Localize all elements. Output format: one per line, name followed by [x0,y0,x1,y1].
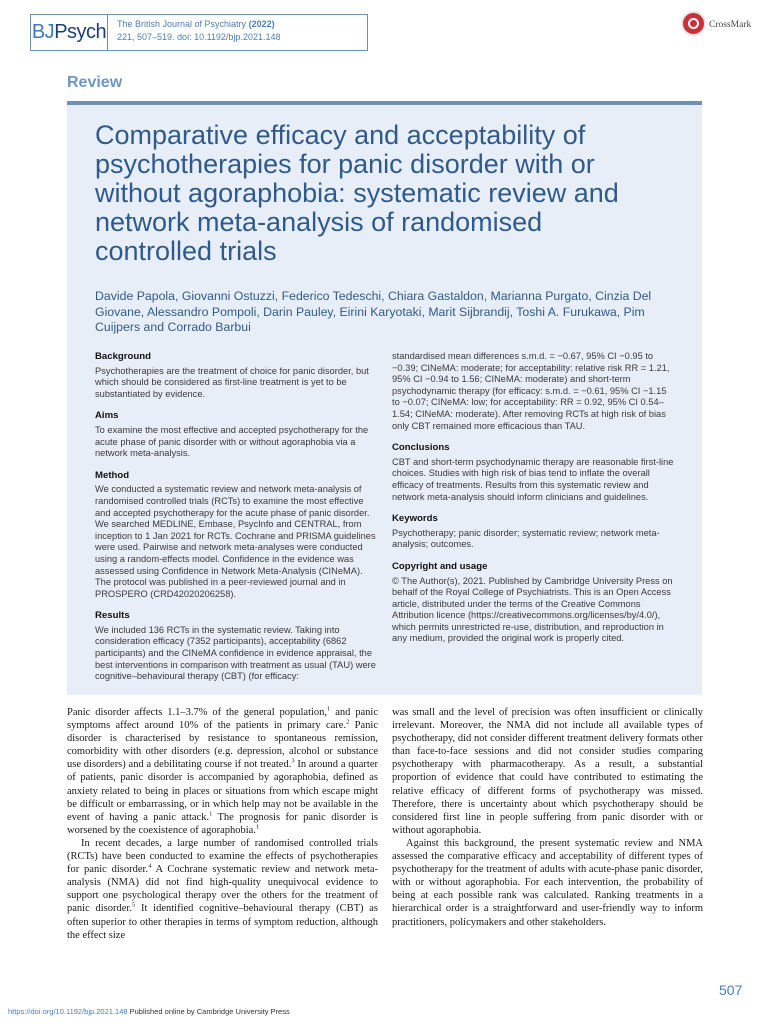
body-text: A Cochrane systematic review and network meta-analysis (NMA) did not find high-quality unequivocal evidence to support one psychological therapy over the others for the treatment of panic disorder. [67,864,379,915]
abstract-background [95,351,378,400]
results-text-continued: standardised mean differences s.m.d. = −0.67, 95% CI −0.95 to −0.39; CINeMA: moderate; for acceptability: relative risk RR = 1.21, 95% CI −0.94 to 1.56; CINeMA: moderate) and short-term psychodynamic therapy (for efficacy: s.m.d. = −0.61, 95% CI −1.15 to −0.07; CINeMA: low; for acceptability: RR = 0.92, 95% CI 0.54–1.54; CINeMA: moderate). After removing RCTs at high risk of bias only CBT remained more efficacious than TAU. [392,351,670,431]
copyright-heading: Copyright and usage [392,560,488,572]
conclusions-heading: Conclusions [392,442,450,454]
abstract-results [95,610,378,683]
citation-ref[interactable]: 1 [255,823,260,831]
body-left-column [67,706,378,942]
citation-ref[interactable]: 2 [346,718,350,726]
doi-link[interactable]: https://doi.org/10.1192/bjp.2021.148 [8,1007,128,1016]
logo-prefix: BJ [31,21,55,43]
method-text: We conducted a systematic review and network meta-analysis of randomised controlled trials (RCTs) to examine the most effective and accepted psychotherapy for the acute phase of panic disorder. We searched MEDLINE, Embase, PsycInfo and CENTRAL, from inception to 1 Jan 2021 for RCTs. Cochrane and PRISMA guidelines were used. Pairwise and network meta-analyses were conducted using a random-effects model. Confidence in the evidence was assessed using Confidence in Network Meta-Analysis (CINeMA). The protocol was published in a peer-reviewed journal and in PROSPERO (CRD42020206258). [95,484,376,599]
body-text: It identified cognitive–behavioural therapy (CBT) as often superior to other therapies in terms of symptom reduction, although the effect size [67,903,378,941]
citation-ref[interactable]: 1 [209,810,213,818]
abstract-method [95,470,378,601]
body-paragraph [67,837,378,942]
body-paragraph: Against this background, the present systematic review and NMA assessed the comparative efficacy and acceptability of different types of psychotherapy for the treatment of adults with acute-phase panic disorder, with or without agoraphobia. For each intervention, the probability of being at each possible rank was calculated. Ranking treatments in a hierarchical order is a straightforward and user-friendly way to inform practitioners, policymakers and other stakeholders. [392,837,703,928]
crossmark-badge[interactable] [681,11,751,36]
article-title: Comparative efficacy and acceptability of psychotherapies for panic disorder with or without agoraphobia: systematic review and network meta-analysis of randomised controlled trials [95,120,619,266]
background-heading: Background [95,351,151,362]
conclusions-text: CBT and short-term psychodynamic therapy are reasonable first-line choices. Studies with high risk of bias tend to inflate the overall efficacy of treatments. Results from this systematic review and network meta-analysis should inform clinicians and guidelines. [392,456,674,502]
abstract-aims [95,410,378,459]
aims-text: To examine the most effective and accepted psychotherapy for the acute phase of panic disorder with or without agoraphobia via a network meta-analysis. [95,424,369,459]
abstract-box [67,101,702,695]
background-text: Psychotherapies are the treatment of choice for panic disorder, but which should be considered as first-line treatment is yet to be substantiated by evidence. [95,365,369,399]
abstract-right-column [392,351,675,655]
published-note: Published online by Cambridge University Press [127,1007,290,1016]
abstract-results-continued [392,351,675,432]
citation-ref[interactable]: 3 [291,757,295,765]
method-heading: Method [95,469,130,481]
crossmark-label: CrossMark [709,20,752,30]
journal-citation: 221, 507–519. doi: 10.1192/bjp.2021.148 [117,32,281,42]
keywords-heading: Keywords [392,513,438,525]
author-list: Davide Papola, Giovanni Ostuzzi, Federico Tedeschi, Chiara Gastaldon, Marianna Purgato, Cinzia Del Giovane, Alessandro Pompoli, Darin Pauley, Eirini Karyotaki, Marit Sijbrandij, Toshi A. Furukawa, Pim Cuijpers and Corrado Barbui [95,289,652,334]
crossmark-icon [681,11,706,36]
body-paragraph: was small and the level of precision was often insufficient or clinically irrelevant. Moreover, the NMA did not include all available types of psychotherapy, did not consider different treatment delivery formats other than face-to-face sessions and did not consider studies comparing psychotherapy with pharmacotherapy. As a result, a substantial proportion of evidence that could have contributed to estimating the relative efficacy of different forms of psychotherapy was missed. Therefore, there is uncertainty about which psychotherapy should be considered first line in people suffering from panic disorder with or without agoraphobia. [392,707,703,836]
body-text: The prognosis for panic disorder is worsened by the coexistence of agoraphobia. [67,811,378,836]
journal-year: (2022) [248,19,275,29]
results-text: We included 136 RCTs in the systematic review. Taking into consideration efficacy (7352 participants), acceptability (6862 participants) and the CINeMA confidence in evidence appraisal, the best interventions in comparison with treatment as usual (TAU) were cognitive–behavioural therapy (CBT) (for efficacy: [95,624,376,682]
body-text: Panic disorder is characterised by resistance to spontaneous remission, comorbidity with other disorders (e.g. depression, alcohol or substance use disorders) and a debilitating course if not treated. [67,720,378,771]
body-right-column [392,706,703,929]
page-number: 507 [719,982,743,998]
aims-heading: Aims [95,410,119,422]
copyright-text: © The Author(s), 2021. Published by Cambridge University Press on behalf of the Royal College of Psychiatrists. This is an Open Access article, distributed under the terms of the Creative Commons Attribution licence (https://creativecommons.org/licenses/by/4.0/), which permits unrestricted re-use, distribution, and reproduction in any medium, provided the original work is properly cited. [392,575,673,644]
journal-name: The British Journal of Psychiatry [117,19,247,29]
logo-suffix: Psych [54,21,107,43]
body-text: Panic disorder affects 1.1–3.7% of the general population, [67,707,328,718]
journal-header [30,14,368,51]
body-paragraph [67,706,378,837]
citation-ref[interactable]: 1 [327,705,331,713]
abstract-conclusions [392,442,675,503]
abstract-left-column [95,351,378,693]
body-text: In around a quarter of patients, panic disorder is accompanied by agoraphobia, defined as anxiety related to being in places or situations from which escape might be difficult or embarrassing, or in which help may not be available in the event of having a panic attack. [67,759,379,823]
page-footer [8,1007,290,1016]
citation-ref[interactable]: 4 [148,862,152,870]
results-heading: Results [95,610,130,622]
body-text: and panic symptoms affect around 10% of the patients in primary care. [67,707,378,732]
bjpsych-logo[interactable] [31,15,108,50]
citation-ref[interactable]: 5 [131,901,136,909]
body-text: In recent decades, a large number of randomised controlled trials (RCTs) have been conducted to examine the effects of psychotherapies for panic disorder. [67,837,378,876]
abstract-copyright [392,561,675,645]
article-type: Review [67,74,123,91]
keywords-text: Psychotherapy; panic disorder; systematic review; network meta-analysis; outcomes. [392,527,660,550]
abstract-keywords [392,513,675,551]
journal-info [108,15,280,50]
